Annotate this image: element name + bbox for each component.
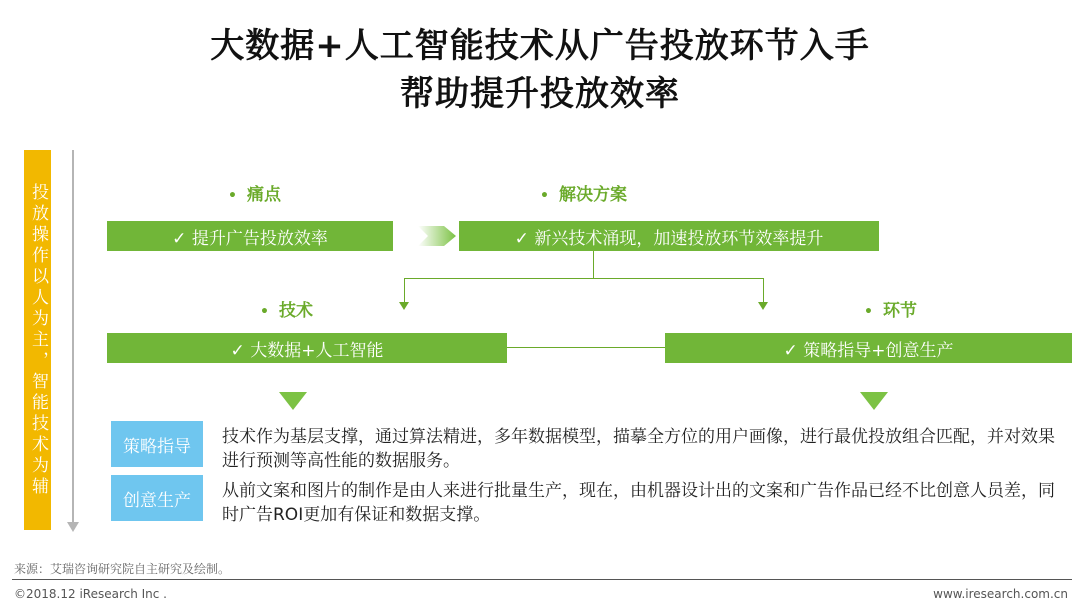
arrow-down-icon — [758, 302, 768, 310]
box-solution: ✓ 新兴技术涌现，加速投放环节效率提升 — [459, 221, 879, 251]
label-pain-point — [228, 180, 281, 205]
footer-divider — [12, 579, 1072, 580]
triangle-down-icon — [860, 392, 888, 410]
desc-creative-production: 从前文案和图片的制作是由人来进行批量生产，现在，由机器设计出的文案和广告作品已经不比创意人员差，同时广告ROI更加有保证和数据支撑。 — [222, 481, 1055, 525]
bullet-icon: • — [864, 304, 873, 320]
connector-stem — [593, 251, 594, 278]
label-solution-text: 解决方案 — [558, 185, 627, 205]
label-pain-point-text: 痛点 — [246, 185, 281, 205]
box-technology: ✓ 大数据+人工智能 — [107, 333, 507, 363]
source-note: 来源：艾瑞咨询研究院自主研究及绘制。 — [14, 562, 231, 576]
box-stage: ✓ 策略指导+创意生产 — [665, 333, 1072, 363]
vertical-arrow-line — [72, 150, 74, 525]
connector-left-drop — [404, 278, 405, 302]
label-stage-text: 环节 — [882, 301, 917, 321]
desc-strategy-guidance: 技术作为基层支撑，通过算法精进，多年数据模型，描摹全方位的用户画像，进行最优投放组合匹配，并对效果进行预测等高性能的数据服务。 — [222, 427, 1055, 471]
connector-tech-stage — [507, 347, 665, 348]
connector-right-drop — [763, 278, 764, 302]
tag-creative-production: 创意生产 — [111, 475, 203, 521]
label-technology-text: 技术 — [278, 301, 313, 321]
bullet-icon: • — [228, 188, 237, 204]
chevron-right-icon — [418, 224, 458, 248]
box-pain-point: ✓ 提升广告投放效率 — [107, 221, 393, 251]
tag-strategy-guidance: 策略指导 — [111, 421, 203, 467]
label-technology — [260, 296, 313, 321]
label-stage — [864, 296, 917, 321]
label-solution — [540, 180, 627, 205]
triangle-down-icon — [279, 392, 307, 410]
bullet-icon: • — [540, 188, 549, 204]
side-banner-text: 投放操作以人为主，智能技术为辅 — [28, 182, 48, 498]
bullet-icon: • — [260, 304, 269, 320]
arrow-down-icon — [399, 302, 409, 310]
connector-horizontal — [404, 278, 764, 279]
side-banner — [24, 150, 51, 530]
arrow-down-icon — [67, 522, 79, 532]
copyright: ©2018.12 iResearch Inc . — [14, 587, 167, 601]
page-title-line-1: 大数据+人工智能技术从广告投放环节入手 — [210, 26, 870, 66]
page-title-line-2: 帮助提升投放效率 — [400, 74, 680, 114]
website-link[interactable]: www.iresearch.com.cn — [933, 587, 1068, 601]
